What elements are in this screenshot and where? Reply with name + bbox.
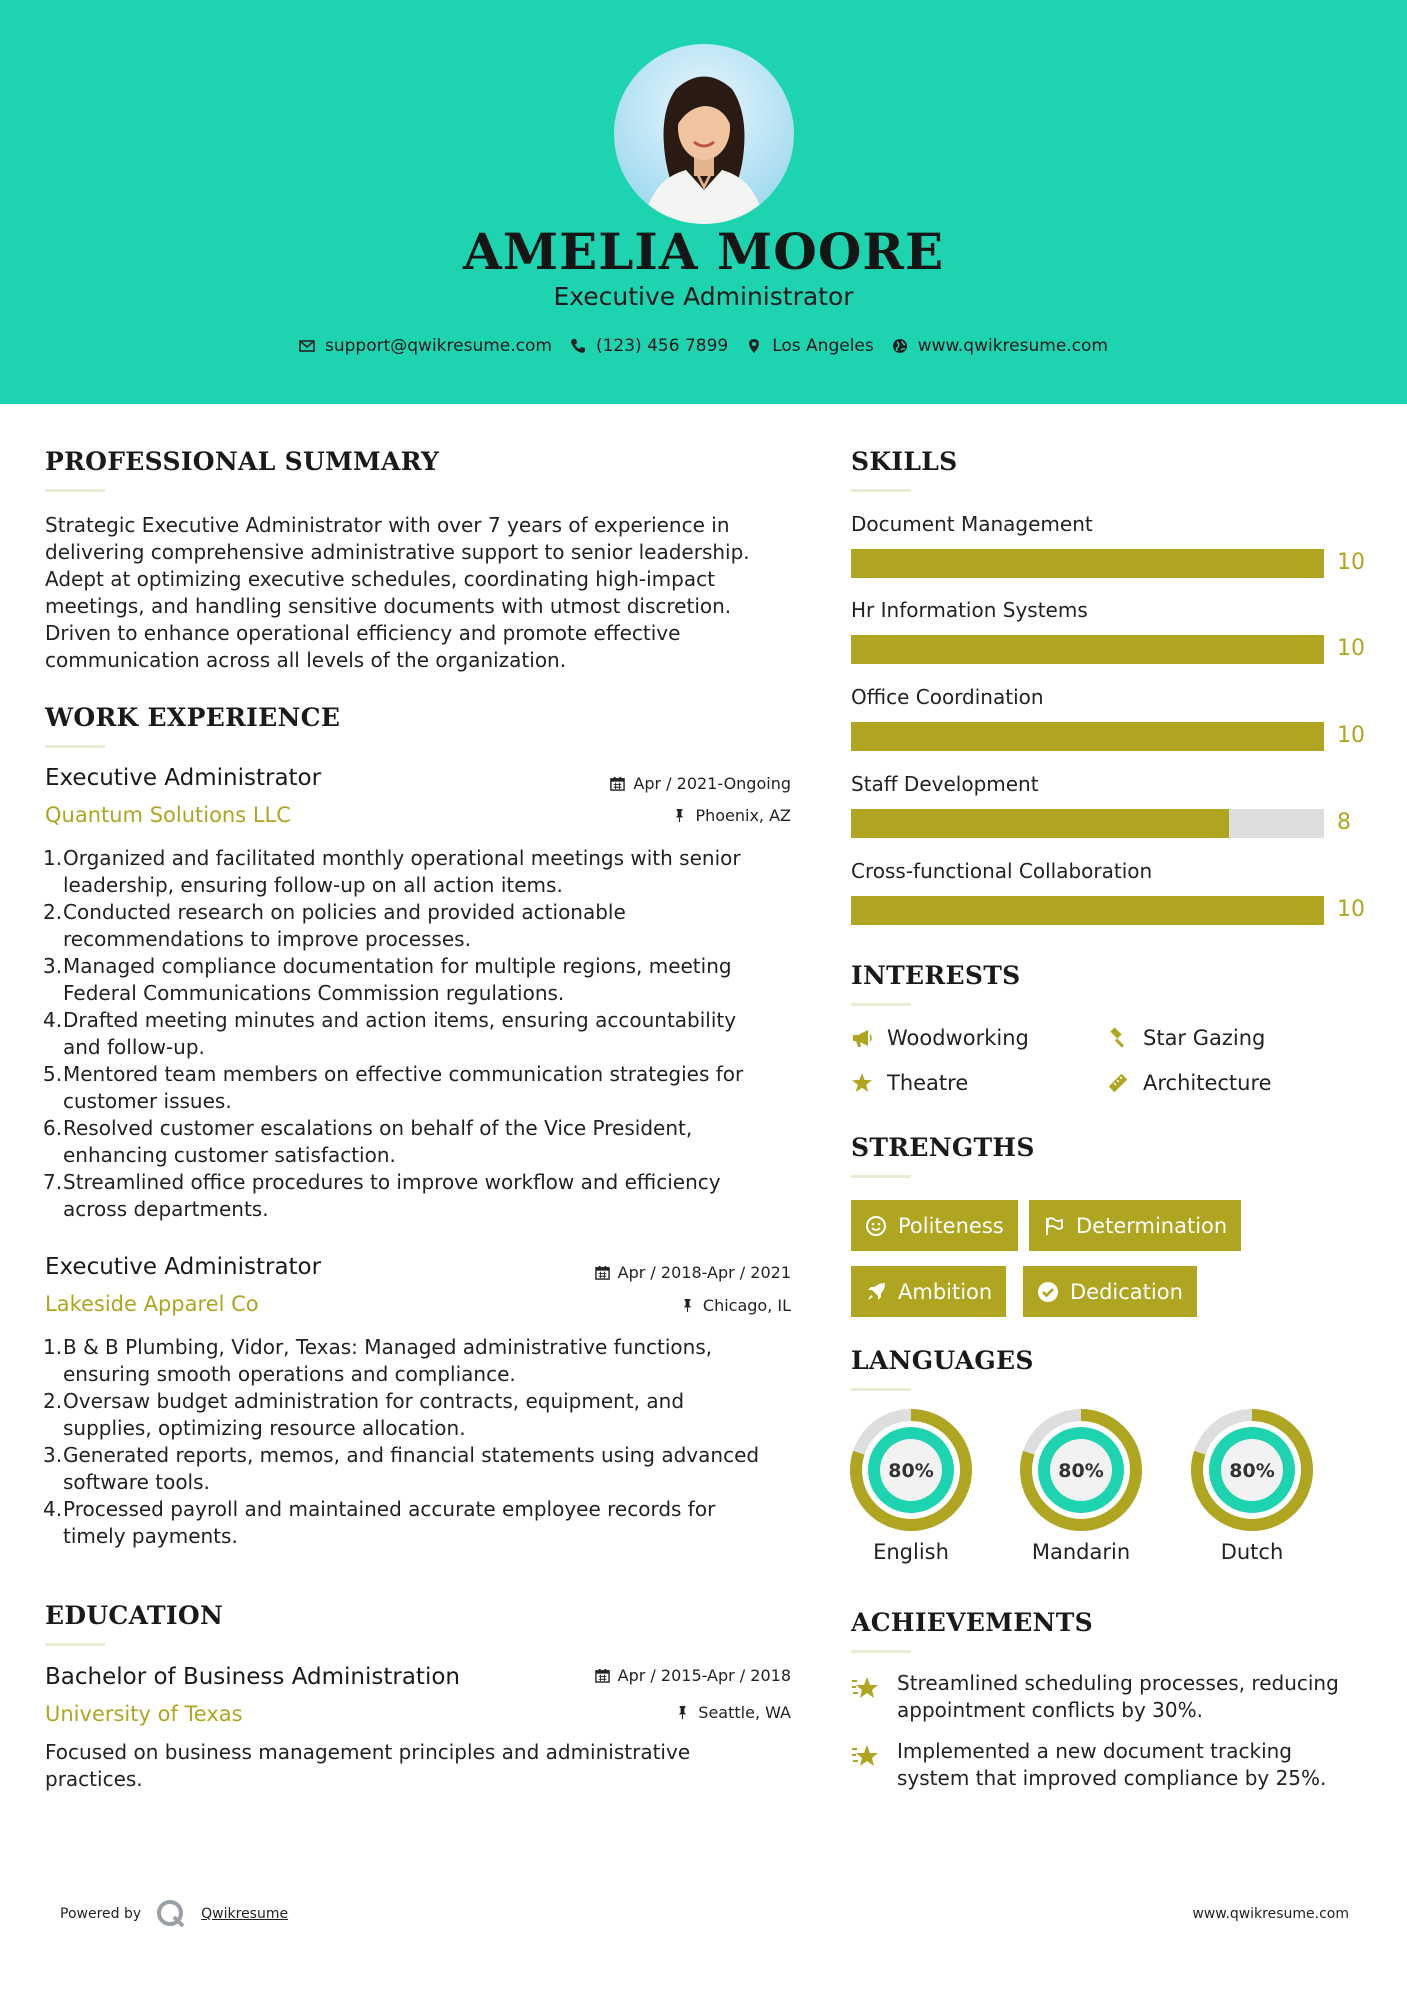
language-name: English [873,1540,949,1564]
trophy-star-icon [851,1674,883,1704]
skill-name: Cross-functional Collaboration [851,859,1153,883]
resume-header [0,0,1407,404]
envelope-icon [299,338,315,354]
education-location-text: Seattle, WA [698,1703,791,1722]
list-item: 4. Processed payroll and maintained accurate employee records for timely payments. [43,1497,716,1548]
list-item: 1. B & B Plumbing, Vidor, Texas: Managed administrative functions, ensuring smooth operations and compliance. [43,1335,713,1386]
languages-heading: LANGUAGES [851,1346,1034,1375]
job-title: Executive Administrator [45,1254,322,1280]
phone-icon [570,338,586,354]
education-dates [595,1666,791,1685]
phone-text: (123) 456 7899 [595,336,729,356]
skill-value: 10 [1337,897,1365,922]
skill-name: Staff Development [851,772,1039,796]
school-name: University of Texas [45,1702,243,1726]
strength-tag: Dedication [1023,1266,1197,1317]
skills-heading: SKILLS [851,447,958,476]
contact-bar [0,336,1407,356]
flag-icon [1043,1215,1065,1237]
candidate-title: Executive Administrator [553,282,854,311]
language-ring [1190,1408,1314,1532]
candidate-name: AMELIA MOORE [462,222,945,281]
list-item: 2. Conducted research on policies and provided actionable recommendations to improve processes. [43,900,626,951]
skill-value: 10 [1337,550,1365,575]
calendar-icon [610,776,625,791]
megaphone-icon [851,1027,873,1049]
education-underline [45,1643,105,1646]
star-icon [851,1072,873,1094]
interests-heading: INTERESTS [851,961,1021,990]
strength-tag: Politeness [851,1200,1018,1251]
language-percent: 80% [888,1460,934,1482]
achievement-item: Implemented a new document tracking system that improved compliance by 25%. [851,1738,1371,1792]
summary-line: Driven to enhance operational efficiency and promote effective [45,621,681,645]
skill-value: 8 [1337,810,1351,835]
powered-by-text: Powered by [60,1906,142,1922]
contact-email[interactable] [299,336,552,356]
skill-bar-fill [851,635,1324,664]
strength-tag: Determination [1029,1200,1241,1251]
experience-underline [45,745,105,748]
skill-value: 10 [1337,636,1365,661]
skills-underline [851,489,911,492]
interests-underline [851,1003,911,1006]
interest-item: Architecture [1107,1071,1272,1095]
list-item: 3. Generated reports, memos, and financial statements using advanced software tools. [43,1443,760,1494]
summary-line: Adept at optimizing executive schedules, coordinating high-impact [45,567,715,591]
footer-branding [60,1898,288,1930]
skill-bar [851,809,1324,838]
smile-icon [865,1215,887,1237]
achievement-item: Streamlined scheduling processes, reducing appointment conflicts by 30%. [851,1670,1371,1724]
company-name: Lakeside Apparel Co [45,1292,259,1316]
skill-name: Document Management [851,512,1093,536]
achievements-underline [851,1650,911,1653]
job-location-text: Phoenix, AZ [695,806,791,825]
language-name: Dutch [1220,1540,1284,1564]
location-text: Los Angeles [772,336,874,356]
education-heading: EDUCATION [45,1601,224,1630]
profile-photo [614,44,794,224]
list-item: 1. Organized and facilitated monthly operational meetings with senior leadership, ensuring follow-up on all action items. [43,846,741,897]
list-item: 2. Oversaw budget administration for contracts, equipment, and supplies, optimizing resource allocation. [43,1389,685,1440]
interest-item: Theatre [851,1071,968,1095]
globe-icon [892,338,908,354]
summary-text [45,512,805,674]
strengths-underline [851,1175,911,1178]
email-text: support@qwikresume.com [325,336,552,356]
achievements-heading: ACHIEVEMENTS [851,1608,1093,1637]
summary-line: meetings, and handling sensitive documents with utmost discretion. [45,594,732,618]
list-item: 3. Managed compliance documentation for multiple regions, meeting Federal Communications Commission regulations. [43,954,732,1005]
skill-bar-fill [851,809,1229,838]
check-circle-icon [1037,1281,1059,1303]
summary-line: Strategic Executive Administrator with over 7 years of experience in [45,513,730,537]
calendar-icon [595,1668,610,1683]
language-name: Mandarin [1031,1540,1131,1564]
job-location [672,806,791,825]
contact-location [746,336,874,356]
interest-item: Star Gazing [1107,1026,1265,1050]
skill-bar [851,635,1324,664]
skill-name: Office Coordination [851,685,1044,709]
summary-underline [45,489,105,492]
skill-bar-fill [851,896,1324,925]
job-duties [45,845,805,1223]
job-location-text: Chicago, IL [702,1296,791,1315]
pushpin-icon [675,1705,690,1720]
education-description: Focused on business management principles and administrative practices. [45,1740,691,1791]
job-dates-text: Apr / 2018-Apr / 2021 [617,1263,791,1282]
skill-name: Hr Information Systems [851,598,1088,622]
pushpin-icon [672,808,687,823]
skill-bar [851,896,1324,925]
job-dates [595,1263,791,1282]
job-dates [610,774,791,793]
trophy-star-icon [851,1742,883,1772]
skill-value: 10 [1337,723,1365,748]
skill-bar-fill [851,722,1324,751]
strength-tag: Ambition [851,1266,1006,1317]
language-percent: 80% [1058,1460,1104,1482]
footer-website[interactable]: www.qwikresume.com [1192,1906,1349,1922]
experience-heading: WORK EXPERIENCE [45,703,341,732]
strengths-heading: STRENGTHS [851,1133,1035,1162]
language-gauge [1019,1408,1143,1564]
language-gauge [1190,1408,1314,1564]
summary-line: delivering comprehensive administrative support to senior leadership. [45,540,750,564]
list-item: 5. Mentored team members on effective communication strategies for customer issues. [43,1062,744,1113]
education-location [675,1703,791,1722]
qwikresume-logo-icon [155,1898,187,1930]
job-location [680,1296,791,1315]
list-item: 7. Streamlined office procedures to improve workflow and efficiency across departments. [43,1170,721,1221]
languages-underline [851,1388,911,1391]
contact-website[interactable] [892,336,1108,356]
rocket-icon [865,1281,887,1303]
website-text: www.qwikresume.com [917,336,1108,356]
map-pin-icon [746,338,762,354]
job-duties [45,1334,805,1550]
skill-bar [851,549,1324,578]
interest-item: Woodworking [851,1026,1029,1050]
gavel-icon [1107,1027,1129,1049]
language-ring [1019,1408,1143,1532]
brand-link[interactable]: Qwikresume [201,1906,289,1922]
language-percent: 80% [1229,1460,1275,1482]
list-item: 4. Drafted meeting minutes and action items, ensuring accountability and follow-up. [43,1008,737,1059]
contact-phone[interactable] [570,336,728,356]
summary-line: communication across all levels of the organization. [45,648,567,672]
skill-bar-fill [851,549,1324,578]
pushpin-icon [680,1298,695,1313]
language-ring [849,1408,973,1532]
education-dates-text: Apr / 2015-Apr / 2018 [617,1666,791,1685]
company-name: Quantum Solutions LLC [45,803,291,827]
language-gauge [849,1408,973,1564]
job-dates-text: Apr / 2021-Ongoing [633,774,791,793]
degree-title: Bachelor of Business Administration [45,1664,460,1690]
skill-bar [851,722,1324,751]
summary-heading: PROFESSIONAL SUMMARY [45,447,440,476]
job-title: Executive Administrator [45,765,322,791]
list-item: 6. Resolved customer escalations on behalf of the Vice President, enhancing customer satisfaction. [43,1116,693,1167]
ruler-icon [1107,1072,1129,1094]
calendar-icon [595,1265,610,1280]
